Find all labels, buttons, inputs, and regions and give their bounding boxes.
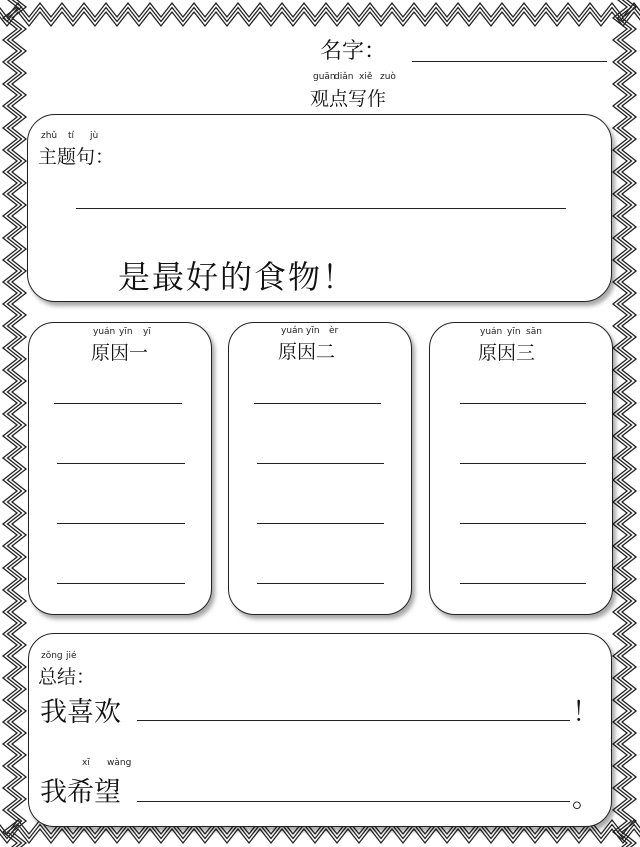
reason-2-line-4[interactable] xyxy=(257,583,384,584)
reason-1-pinyin-3: yī xyxy=(143,327,151,337)
title-pinyin-3: xiě xyxy=(359,72,373,82)
reason-1-line-1[interactable] xyxy=(54,403,182,404)
reason-2-line-3[interactable] xyxy=(257,523,384,524)
reason-box-1 xyxy=(28,322,212,615)
reason-2-pinyin-2: yīn xyxy=(306,326,320,336)
topic-answer-line[interactable] xyxy=(76,208,566,209)
like-end-mark: ！ xyxy=(572,697,599,728)
reason-2-pinyin-1: yuán xyxy=(281,326,304,336)
hope-end-mark: 。 xyxy=(572,783,599,814)
reason-3-line-3[interactable] xyxy=(460,523,586,524)
hope-pinyin-2: wàng xyxy=(107,758,132,768)
summary-label: 总结： xyxy=(38,666,96,688)
reason-3-line-4[interactable] xyxy=(460,583,586,584)
topic-pinyin-3: jù xyxy=(90,131,99,141)
reason-box-3 xyxy=(429,322,613,615)
reason-1-label: 原因一 xyxy=(91,342,149,364)
title-pinyin-2: diǎn xyxy=(334,72,354,82)
hope-prefix: 我希望 xyxy=(40,777,121,808)
reason-1-line-3[interactable] xyxy=(57,523,185,524)
topic-pinyin-2: tí xyxy=(68,131,75,141)
page-title: 观点写作 xyxy=(310,88,387,110)
reason-1-line-4[interactable] xyxy=(57,583,185,584)
topic-label: 主题句： xyxy=(38,146,115,168)
reason-2-label: 原因二 xyxy=(278,341,336,363)
reason-3-pinyin-2: yīn xyxy=(507,327,521,337)
reason-3-line-1[interactable] xyxy=(460,403,586,404)
reason-3-line-2[interactable] xyxy=(460,463,586,464)
like-answer-line[interactable] xyxy=(137,720,570,721)
title-pinyin-4: zuò xyxy=(380,72,396,82)
hope-pinyin-1: xī xyxy=(82,758,90,768)
reason-1-pinyin-1: yuán xyxy=(93,327,116,337)
topic-sentence: 是最好的食物！ xyxy=(118,258,357,296)
reason-box-2 xyxy=(228,322,412,615)
reason-2-pinyin-3: èr xyxy=(329,326,339,336)
reason-1-line-2[interactable] xyxy=(57,463,185,464)
topic-pinyin-1: zhǔ xyxy=(41,131,58,141)
name-label: 名字： xyxy=(320,39,387,64)
reason-3-label: 原因三 xyxy=(478,342,536,364)
reason-3-pinyin-3: sān xyxy=(526,327,542,337)
like-prefix: 我喜欢 xyxy=(40,697,121,728)
title-pinyin-1: guān xyxy=(313,72,336,82)
reason-2-line-1[interactable] xyxy=(254,403,381,404)
summary-pinyin-1: zǒng xyxy=(41,651,63,661)
reason-2-line-2[interactable] xyxy=(257,463,384,464)
name-input-line[interactable] xyxy=(412,61,607,62)
reason-1-pinyin-2: yīn xyxy=(119,327,133,337)
summary-pinyin-2: jié xyxy=(66,651,77,661)
reason-3-pinyin-1: yuán xyxy=(480,327,503,337)
hope-answer-line[interactable] xyxy=(137,801,570,802)
